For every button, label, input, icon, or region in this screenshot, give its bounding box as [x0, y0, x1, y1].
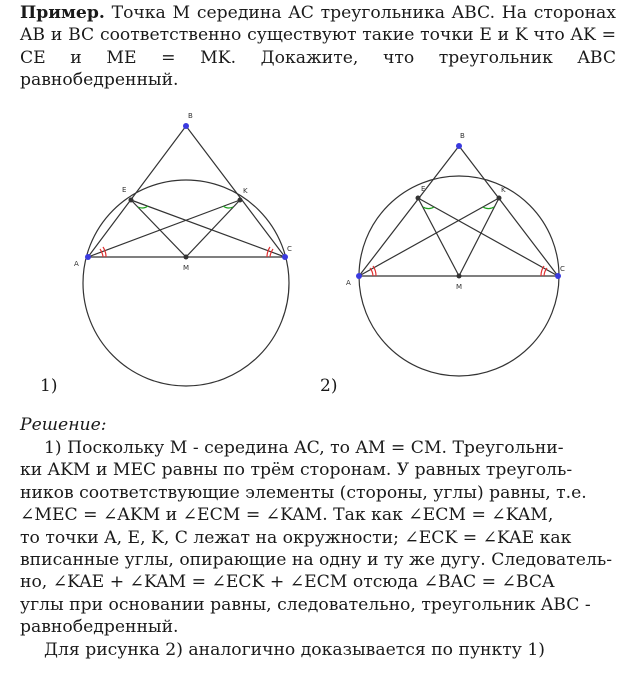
solution-line: ки AKM и MEC равны по трём сторонам. У равных треуголь-: [20, 460, 573, 481]
fig2-points: [356, 143, 561, 279]
fig2-point-A: [356, 273, 362, 279]
fig1-angle-E: [138, 206, 148, 208]
solution-line: но, ∠KAE + ∠KAM = ∠ECK + ∠ECM отсюда ∠BAC = ∠BCA: [20, 572, 555, 593]
solution-line: 1) Поскольку M - середина AC, то AM = CM. Треугольни-: [44, 438, 564, 458]
solution-line: вписанные углы, опирающие на одну и ту же дугу. Следователь-: [20, 550, 613, 571]
fig2-label-M: M: [456, 283, 463, 291]
fig1-point-B: [183, 123, 189, 129]
fig2-angle-A: [370, 268, 373, 276]
fig2-angle-K: [483, 207, 494, 209]
fig2-segment-AK: [359, 198, 499, 276]
problem-lead: Пример.: [20, 3, 105, 23]
fig2-triangle: [359, 146, 558, 276]
solution-heading: Решение:: [20, 415, 107, 435]
fig2-label-C: C: [560, 265, 565, 273]
fig1-label-E: E: [122, 186, 127, 194]
fig1-angle-A: [100, 249, 103, 257]
fig1-angle-A2: [103, 247, 106, 257]
fig2-point-K: [497, 196, 502, 201]
geometry-figures: [0, 106, 637, 406]
fig1-label-K: K: [243, 187, 248, 195]
fig2-label-K: K: [501, 186, 506, 194]
solution-body: [20, 437, 616, 661]
fig1-angle-K: [223, 206, 233, 208]
solution-line: ∠MEC = ∠AKM и ∠ECM = ∠KAM. Так как ∠ECM = ∠KAM,: [20, 505, 554, 526]
fig1-label-A: A: [74, 260, 79, 268]
fig2-point-E: [416, 196, 421, 201]
figure-2: [359, 146, 559, 376]
figure-1-label: 1): [40, 376, 58, 396]
problem-text: Точка M середина AC треугольника ABC. На сторонах AB и BC соответственно существуют такие точки E и K что AK = CE и ME = MK. Докажите, что треугольник ABC равнобедренный.: [20, 3, 616, 91]
fig1-circle: [83, 180, 289, 386]
solution-line: равнобедренный.: [20, 617, 179, 638]
fig1-points: [85, 123, 288, 260]
fig1-segment-EM: [131, 200, 186, 257]
fig2-angle-C: [544, 268, 547, 276]
fig2-label-E: E: [421, 185, 426, 193]
fig1-segment-CE: [131, 200, 285, 257]
fig1-angle-C2: [267, 247, 270, 257]
fig2-point-C: [555, 273, 561, 279]
fig1-point-E: [129, 198, 134, 203]
fig1-point-K: [238, 198, 243, 203]
fig1-point-A: [85, 254, 91, 260]
fig1-triangle: [88, 126, 285, 257]
fig1-label-B: B: [188, 112, 193, 120]
fig2-label-B: B: [460, 132, 465, 140]
fig1-point-M: [184, 255, 189, 260]
fig2-point-B: [456, 143, 462, 149]
solution-line: ников соответствующие элементы (стороны, углы) равны, т.е.: [20, 482, 587, 503]
solution-line: углы при основании равны, следовательно, треугольник ABC -: [20, 594, 591, 615]
fig1-point-C: [282, 254, 288, 260]
solution-final: Для рисунка 2) аналогично доказывается по пункту 1): [44, 639, 545, 660]
figure-2-label: 2): [320, 376, 338, 396]
fig1-segment-KM: [186, 200, 240, 257]
solution-line: то точки A, E, K, C лежат на окружности; ∠ECK = ∠KAE как: [20, 527, 572, 548]
problem-statement: [20, 2, 616, 92]
fig2-angle-E: [423, 207, 434, 209]
fig1-segment-AK: [88, 200, 240, 257]
fig1-label-M: M: [183, 264, 190, 272]
fig1-label-C: C: [287, 245, 292, 253]
fig2-point-M: [457, 274, 462, 279]
fig2-label-A: A: [346, 279, 351, 287]
